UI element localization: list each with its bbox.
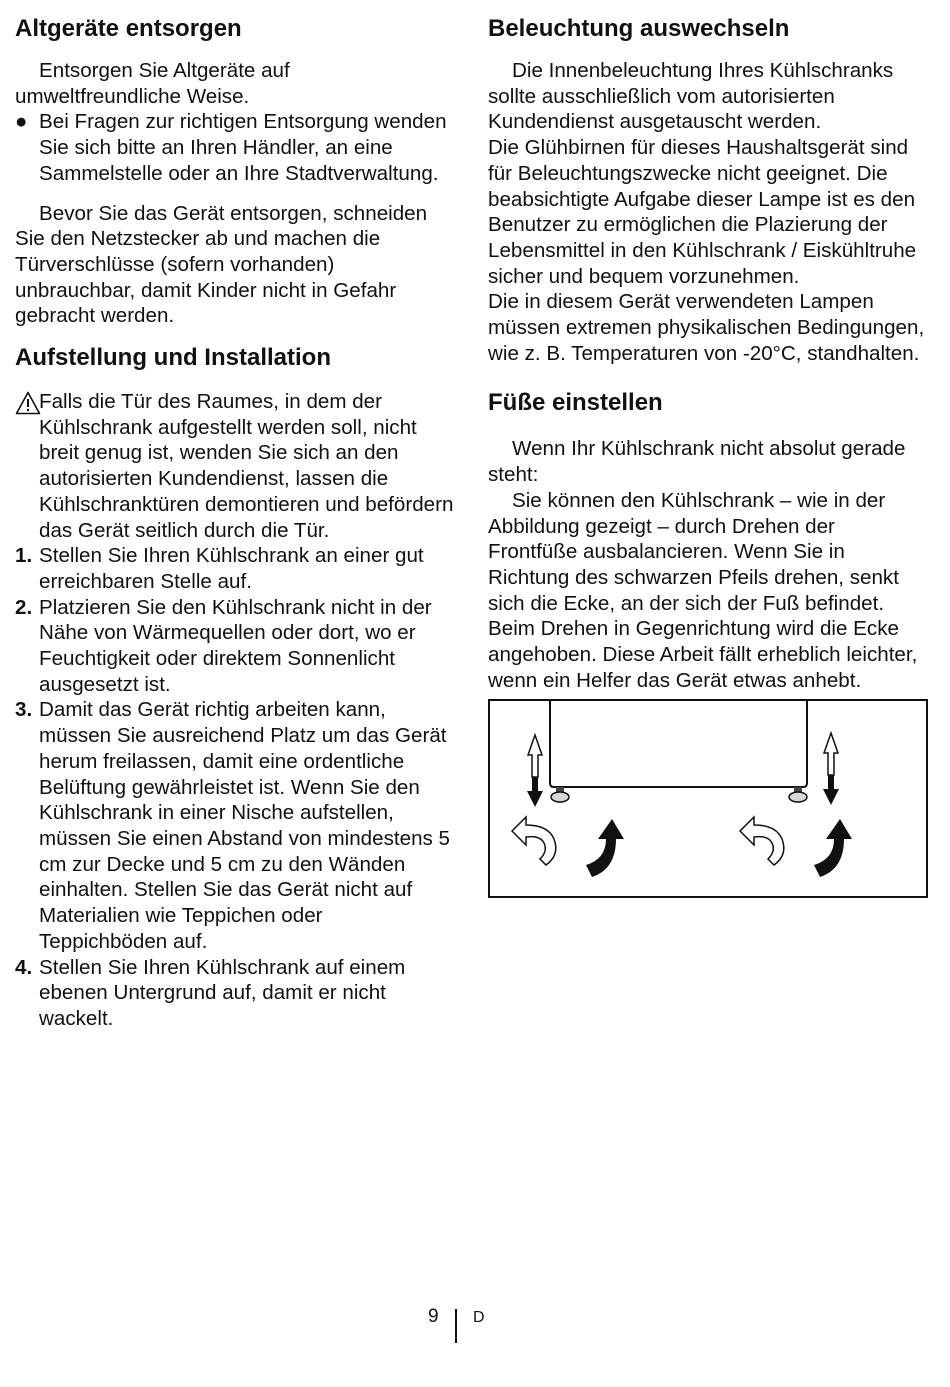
page-number: 9 bbox=[428, 1306, 439, 1327]
installation-warning bbox=[15, 389, 455, 543]
item-text: Stellen Sie Ihren Kühlschrank an einer gut erreichbaren Stelle auf. bbox=[39, 544, 424, 593]
feet-adjustment-figure bbox=[488, 699, 928, 898]
installation-item-1 bbox=[15, 543, 455, 594]
item-text: Damit das Gerät richtig arbeiten kann, müssen Sie ausreichend Platz um das Gerät herum freilassen, damit eine ordentliche Belüftung gewährleistet ist. Wenn Sie den Kühlschrank in einer Nische aufstellen, müssen Sie einen Abstand von mindestens 5 cm zur Decke und 5 cm zu den Wänden einhalten. Stellen Sie das Gerät nicht auf Materialien wie Teppichen oder Teppichböden auf. bbox=[39, 698, 450, 953]
warning-triangle-icon bbox=[15, 391, 41, 415]
item-number: 3. bbox=[15, 698, 33, 722]
heading-feet: Füße einstellen bbox=[488, 389, 663, 417]
installation-item-2 bbox=[15, 595, 455, 698]
disposal-intro: Entsorgen Sie Altgeräte auf umweltfreundliche Weise. bbox=[15, 59, 290, 108]
heading-disposal: Altgeräte entsorgen bbox=[15, 15, 242, 42]
item-number: 4. bbox=[15, 955, 33, 979]
lighting-intro: Die Innenbeleuchtung Ihres Kühlschranks sollte ausschließlich vom autorisierten Kundendienst ausgetauscht werden. bbox=[488, 59, 894, 134]
item-number: 2. bbox=[15, 595, 33, 619]
left-column bbox=[15, 14, 455, 1032]
bullet-dot-icon: ● bbox=[15, 110, 28, 134]
feet-intro: Wenn Ihr Kühlschrank nicht absolut gerade steht: bbox=[488, 437, 906, 487]
installation-warning-text: Falls die Tür des Raumes, in dem der Kühlschrank aufgestellt werden soll, nicht breit genug ist, wenden Sie sich an den autorisierten Kundendienst, lassen die Kühlschranktüren demontieren und befördern das Gerät seitlich durch die Tür. bbox=[39, 390, 454, 542]
disposal-warning-text: Bevor Sie das Gerät entsorgen, schneiden Sie den Netzstecker ab und machen die Türverschlüsse (sofern vorhanden) unbrauchbar, damit Kinder nicht in Gefahr gebracht werden. bbox=[15, 201, 428, 328]
disposal-bullet bbox=[15, 109, 455, 186]
footer-divider bbox=[455, 1309, 457, 1343]
right-column bbox=[488, 14, 928, 898]
heading-installation: Aufstellung und Installation bbox=[15, 344, 331, 372]
item-text: Platzieren Sie den Kühlschrank nicht in der Nähe von Wärmequellen oder dort, wo er Feuchtigkeit oder direktem Sonnenlicht ausgesetzt ist. bbox=[39, 595, 432, 696]
disposal-bullet-text: Bei Fragen zur richtigen Entsorgung wenden Sie sich bitte an Ihren Händler, an eine Sammelstelle oder an Ihre Stadtverwaltung. bbox=[39, 110, 447, 185]
item-number: 1. bbox=[15, 544, 33, 568]
installation-item-4 bbox=[15, 955, 455, 1032]
installation-item-3 bbox=[15, 697, 455, 954]
item-text: Stellen Sie Ihren Kühlschrank auf einem ebenen Untergrund auf, damit er nicht wackelt. bbox=[39, 955, 406, 1030]
fridge-outline bbox=[550, 701, 807, 787]
feet-instructions: Sie können den Kühlschrank – wie in der Abbildung gezeigt – durch Drehen der Frontfüße ausbalancieren. Wenn Sie in Richtung des schwarzen Pfeils drehen, senkt sich die Ecke, an der sich der Fuß befindet. Beim Drehen in Gegenrichtung wird die Ecke angehoben. Diese Arbeit fällt erheblich leichter, wenn ein Helfer das Gerät etwas anhebt. bbox=[488, 488, 918, 692]
lighting-conditions: Die in diesem Gerät verwendeten Lampen müssen extremen physikalischen Bedingungen, wie z. B. Temperaturen von -20°C, standhalten. bbox=[488, 290, 925, 365]
heading-lighting: Beleuchtung auswechseln bbox=[488, 15, 790, 42]
lighting-bulbs: Die Glühbirnen für dieses Haushaltsgerät sind für Beleuchtungszwecke nicht geeignet. Die beabsichtigte Aufgabe dieser Lampe ist es den Benutzer zu ermöglichen die Plazierung der Lebensmittel in den Kühlschrank / Eiskühltruhe sicher und bequem vorzunehmen. bbox=[488, 136, 917, 288]
language-code: D bbox=[473, 1309, 485, 1326]
